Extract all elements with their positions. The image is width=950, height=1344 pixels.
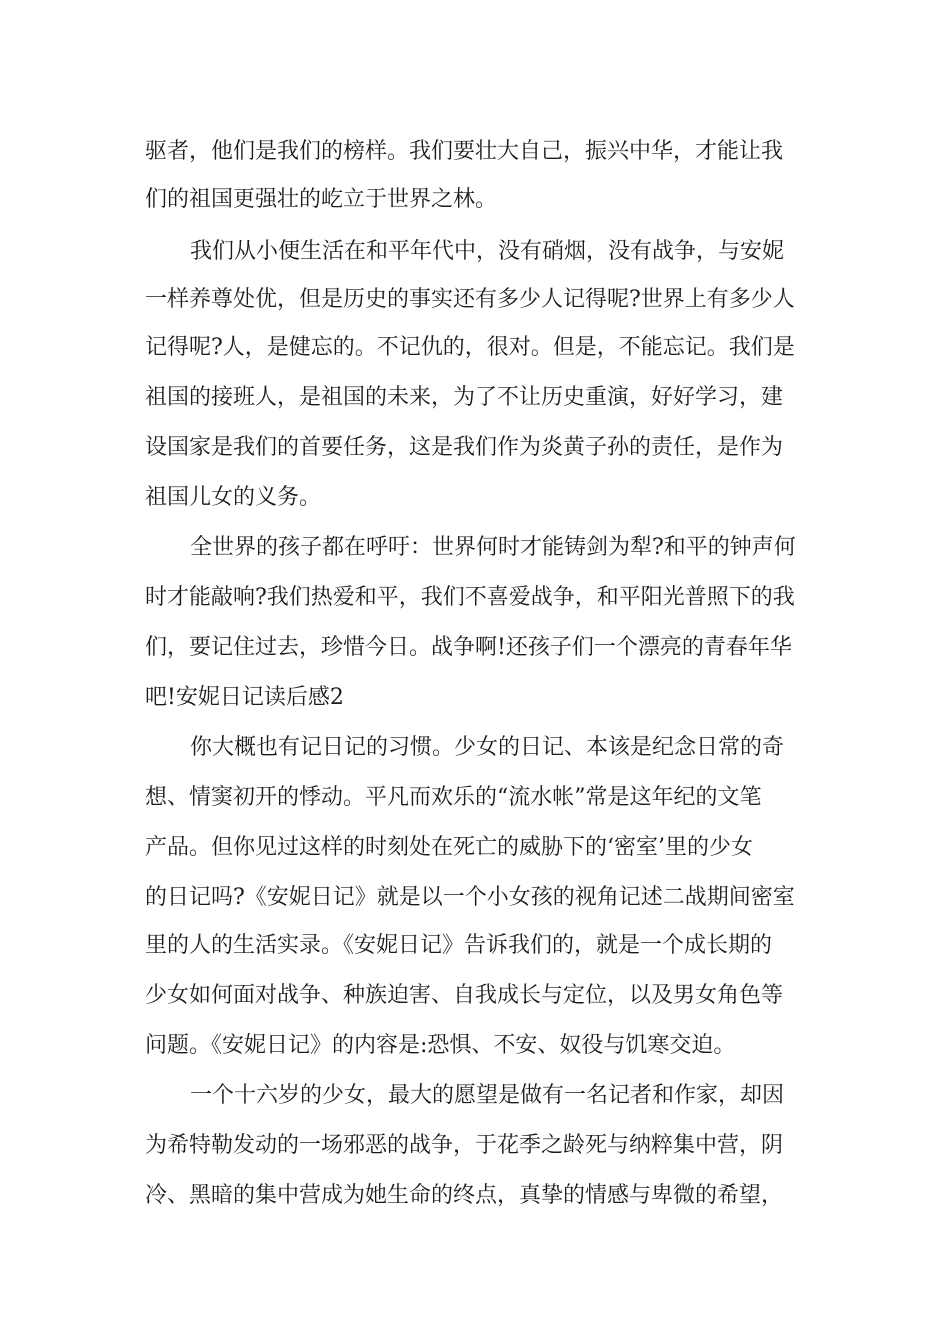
text-line: 少女如何面对战争、种族迫害、自我成长与定位，以及男女角色等 (145, 983, 784, 1008)
text-line: 吧!安妮日记读后感2 (145, 685, 344, 710)
text-line: 问题。《安妮日记》的内容是:恐惧、不安、奴役与饥寒交迫。 (145, 1033, 736, 1058)
text-line: 时才能敲响?我们热爱和平，我们不喜爱战争，和平阳光普照下的我 (145, 585, 795, 610)
text-line: 一样养尊处优，但是历史的事实还有多少人记得呢?世界上有多少人 (145, 287, 795, 312)
text-line: 想、情窦初开的悸动。平凡而欢乐的“流水帐”常是这年纪的文笔 (145, 785, 762, 810)
text-line: 为希特勒发动的一场邪恶的战争，于花季之龄死与纳粹集中营，阴 (145, 1133, 784, 1158)
text-line: 里的人的生活实录。《安妮日记》告诉我们的，就是一个成长期的 (145, 933, 773, 958)
text-line: 驱者，他们是我们的榜样。我们要壮大自己，振兴中华，才能让我 (145, 139, 784, 164)
text-line: 设国家是我们的首要任务，这是我们作为炎黄子孙的责任，是作为 (145, 435, 784, 460)
text-line: 冷、黑暗的集中营成为她生命的终点，真挚的情感与卑微的希望， (145, 1183, 784, 1208)
text-line: 记得呢?人，是健忘的。不记仇的，很对。但是，不能忘记。我们是 (145, 335, 795, 360)
text-line: 们，要记住过去，珍惜今日。战争啊!还孩子们一个漂亮的青春年华 (145, 635, 792, 660)
paragraph-first-line: 你大概也有记日记的习惯。少女的日记、本该是纪念日常的奇 (190, 735, 785, 760)
text-line: 产品。但你见过这样的时刻处在死亡的威胁下的‘密室’里的少女 (145, 835, 753, 860)
text-line: 祖国的接班人，是祖国的未来，为了不让历史重演，好好学习，建 (145, 385, 784, 410)
text-line: 们的祖国更强壮的屹立于世界之林。 (145, 187, 498, 212)
paragraph-first-line: 全世界的孩子都在呼吁：世界何时才能铸剑为犁?和平的钟声何 (190, 535, 796, 560)
paragraph-first-line: 我们从小便生活在和平年代中，没有硝烟，没有战争，与安妮 (190, 239, 785, 264)
text-line: 祖国儿女的义务。 (145, 485, 322, 510)
text-line: 的日记吗?《安妮日记》就是以一个小女孩的视角记述二战期间密室 (145, 885, 795, 910)
paragraph-first-line: 一个十六岁的少女，最大的愿望是做有一名记者和作家，却因 (190, 1083, 785, 1108)
